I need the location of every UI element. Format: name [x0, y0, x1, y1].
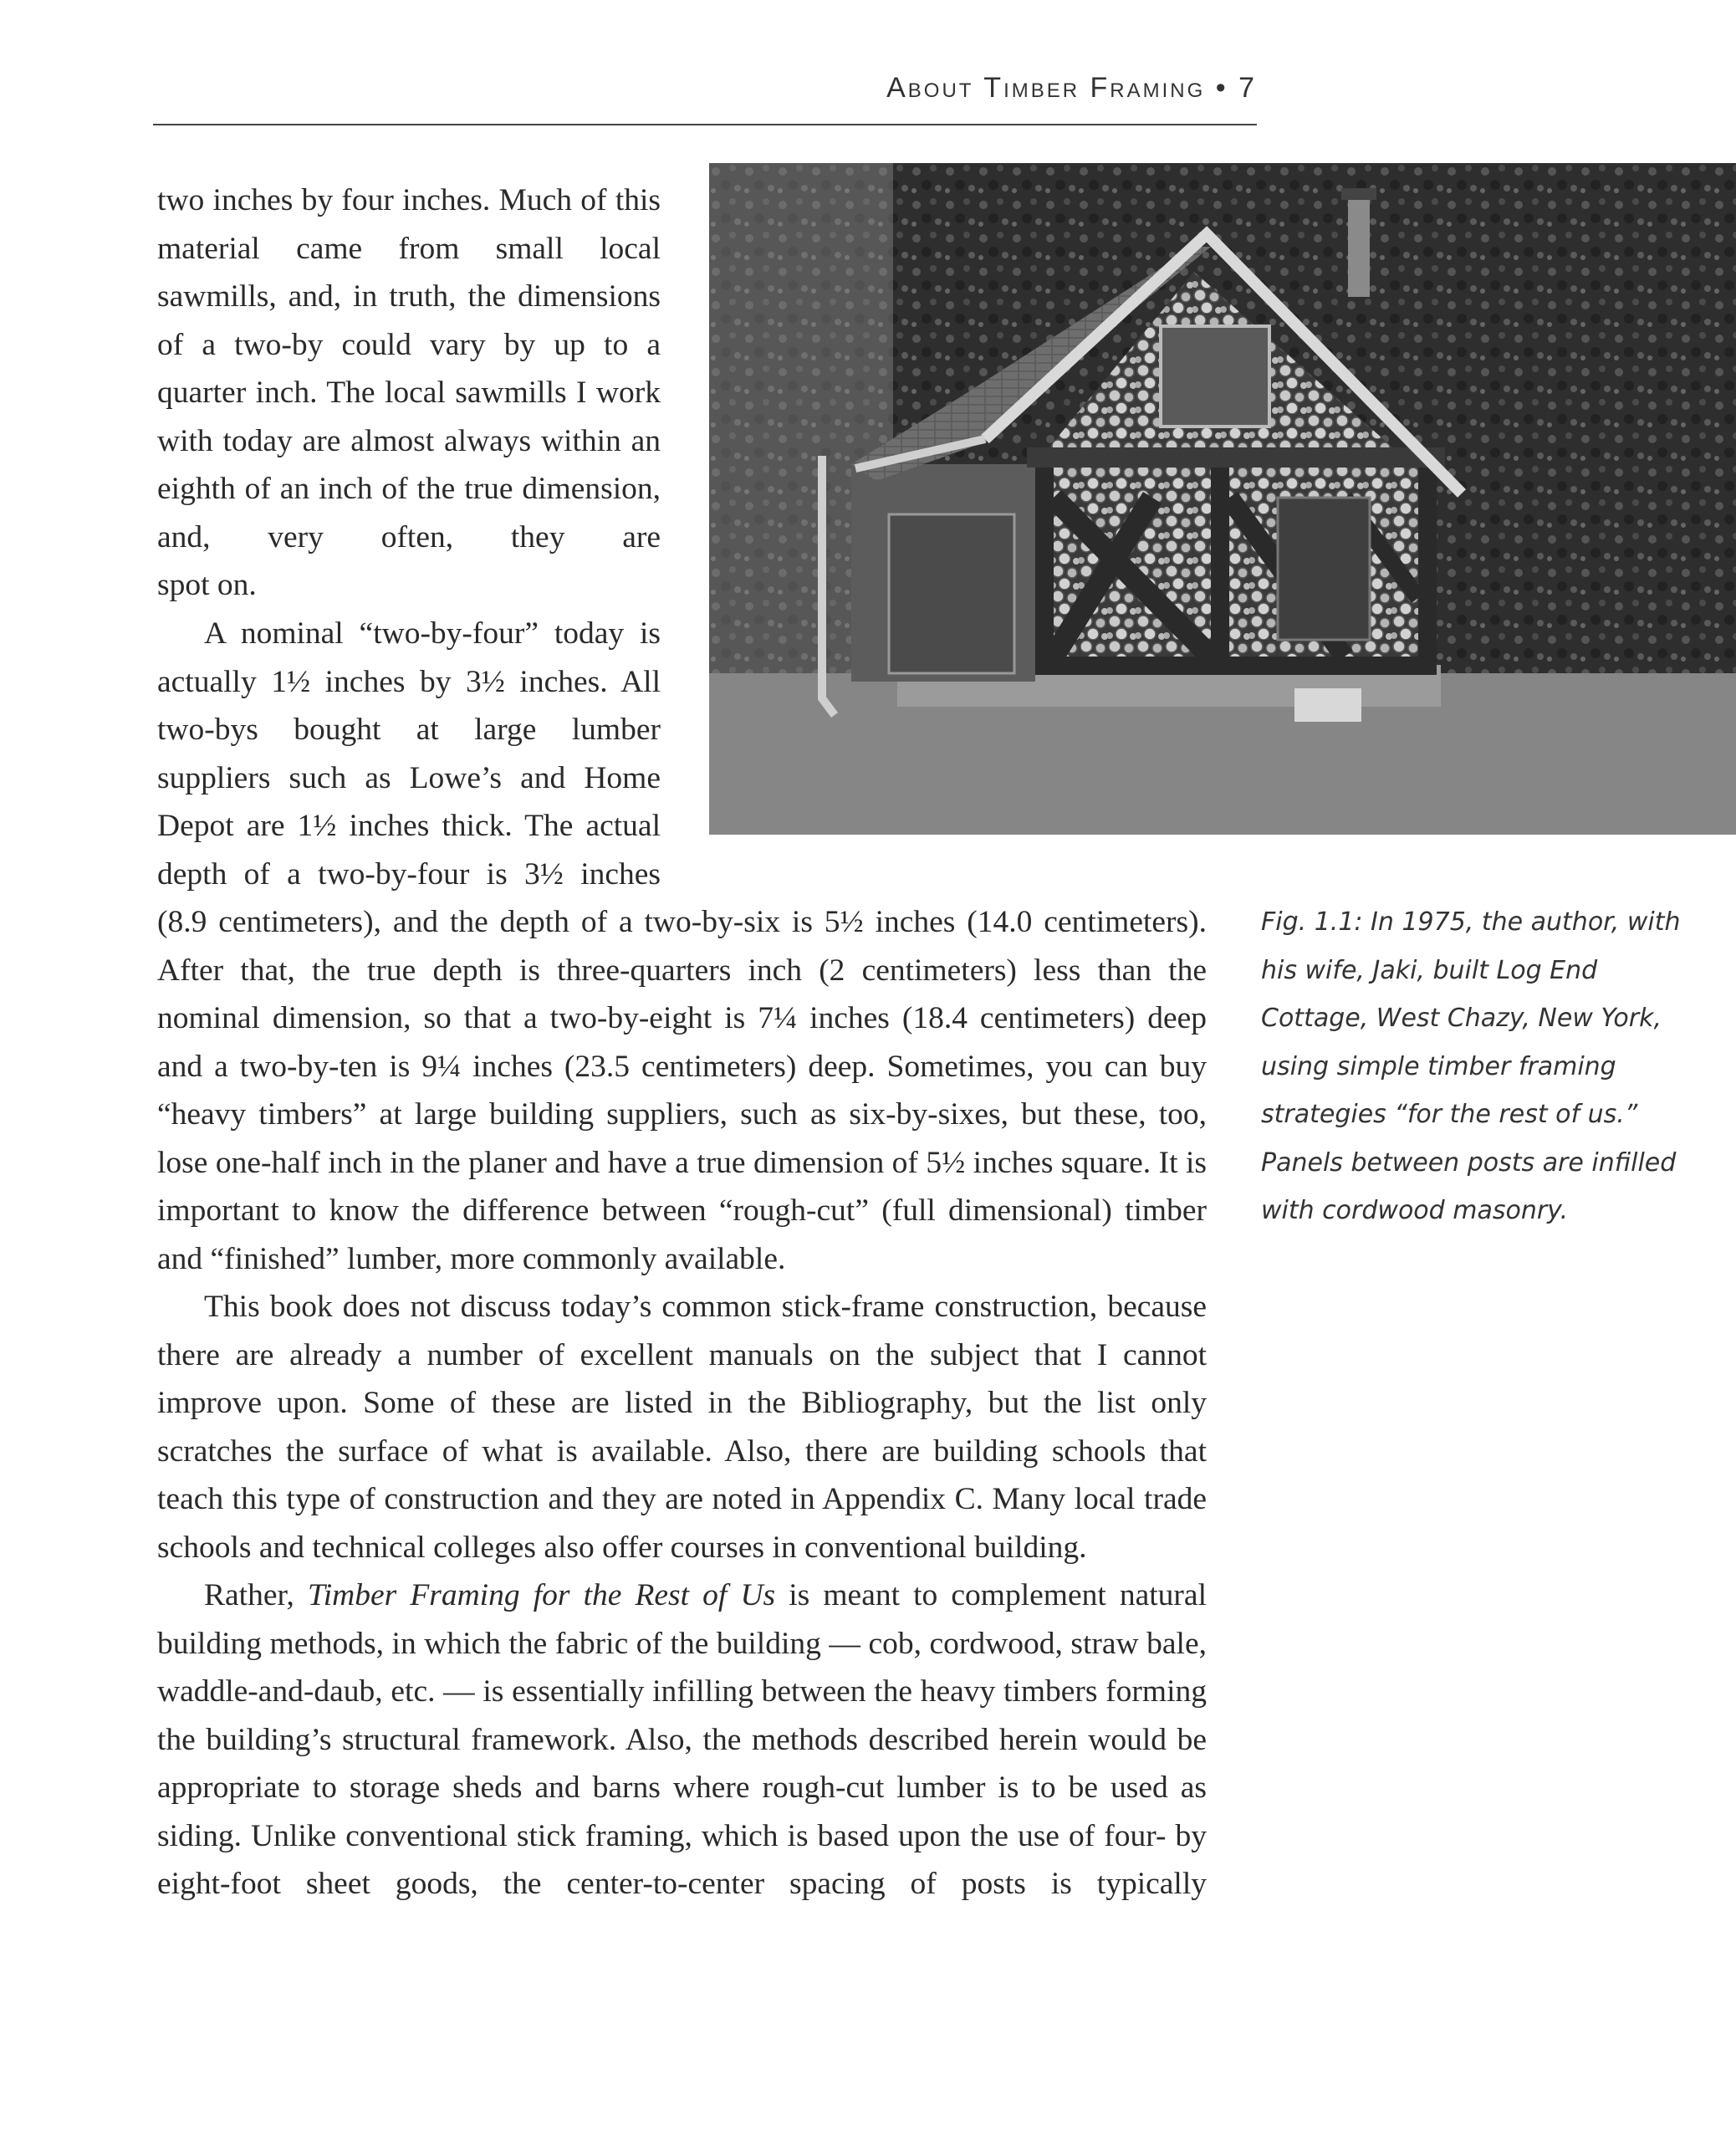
- cottage-photo: [709, 163, 1736, 835]
- paragraph-1-end: spot on.: [157, 568, 257, 602]
- paragraph-4-rest: is meant to complement natural building methods, in which the fabric of the building — cob, cordwood, straw bale, waddle-and-daub, etc. — is essentially infilling between the heavy timbers forming the building’s structural framework. Also, the methods described herein would be appropriate to storage sheds and barns where rough-cut lumber is to be used as siding. Unlike conventional stick framing, which is based upon the use of four- by eight-foot sheet goods, the center-to-center spacing of posts is typically: [157, 1578, 1207, 1901]
- caption-line: Panels between posts are infilled: [1261, 1147, 1677, 1178]
- running-head-text: About Timber Framing • 7: [886, 72, 1257, 104]
- book-title: Timber Framing for the Rest of Us: [307, 1578, 776, 1612]
- running-header: [153, 72, 1257, 125]
- figure-caption: [1261, 898, 1681, 1235]
- cottage-photo-illustration: [709, 163, 1736, 835]
- caption-line: with cordwood masonry.: [1261, 1196, 1569, 1225]
- paragraph-1-narrow: two inches by four inches. Much of this material came from small local sawmills, and, in truth, the dimensions of a two-by could vary by up to a quarter inch. The local sawmills I work with today are almost always within an eighth of an inch of the true dimension, and, very often, they are: [157, 183, 661, 554]
- caption-line: his wife, Jaki, built Log End: [1261, 955, 1598, 985]
- paragraph-3: This book does not discuss today’s common stick-frame construction, because there are already a number of excellent manuals on the subject that I cannot improve upon. Some of these are listed in the Bibliography, but the list only scratches the surface of what is available. Also, there are building schools that teach this type of construction and they are noted in Appendix C. Many local trade schools and technical colleges also offer courses in conventional building.: [157, 1290, 1207, 1565]
- paragraph-2-narrow: A nominal “two-by-four” today is actually 1½ inches by 3½ inches. All two-bys bought at large lumber suppliers such as Lowe’s and Home Depot are 1½ inches thick. The actual depth of a two-by-four is 3½ inches: [157, 616, 661, 892]
- paragraph-2-wide: (8.9 centimeters), and the depth of a two-by-six is 5½ inches (14.0 centimeters). After that, the true depth is three-quarters inch (2 centimeters) less than the nominal dimension, so that a two-by-eight is 7¼ inches (18.4 centimeters) deep and a two-by-ten is 9¼ inches (23.5 centimeters) deep. Sometimes, you can buy “heavy timbers” at large building suppliers, such as six-by-sixes, but these, too, lose one-half inch in the planer and have a true dimension of 5½ inches square. It is important to know the difference between “rough-cut” (full dimensional) timber and “finished” lumber, more commonly available.: [157, 905, 1207, 1276]
- paragraph-4: [157, 1571, 1207, 1909]
- caption-line: using simple timber framing: [1261, 1051, 1616, 1081]
- caption-line: strategies “for the rest of us.”: [1261, 1100, 1638, 1129]
- caption-line: Cottage, West Chazy, New York,: [1261, 1004, 1662, 1033]
- paragraph-4-start: Rather,: [204, 1578, 308, 1612]
- caption-line: Fig. 1.1: In 1975, the author, with: [1261, 907, 1681, 937]
